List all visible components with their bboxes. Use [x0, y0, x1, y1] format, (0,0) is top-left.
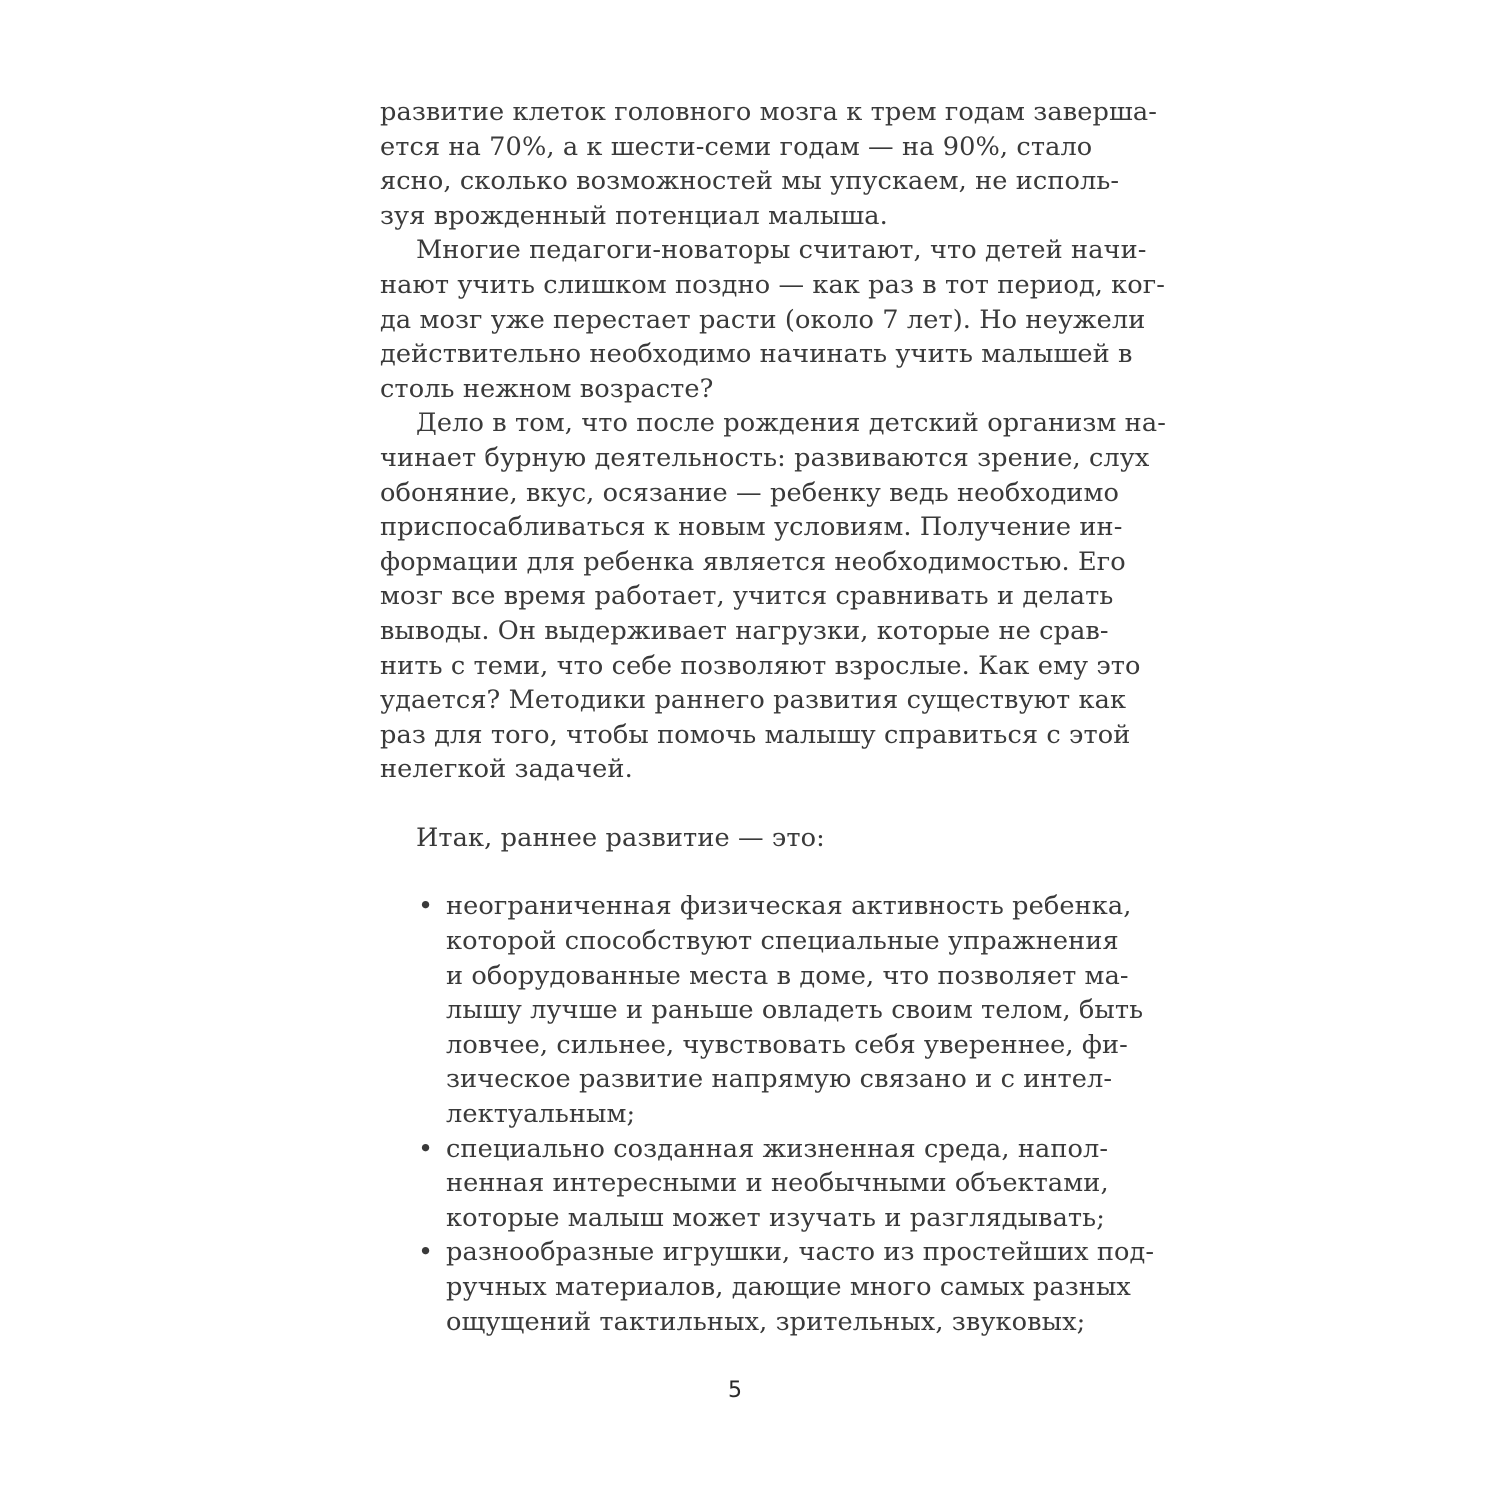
list-item — [380, 889, 1144, 1131]
bullet-marker: • — [418, 891, 434, 922]
text-line: которые малыш может изучать и разглядывать; — [446, 1202, 1105, 1233]
text-line: раз для того, чтобы помочь малышу справиться с этой — [380, 719, 1131, 750]
text-line: удается? Методики раннего развития существуют как — [380, 685, 1127, 716]
paragraph-1 — [380, 95, 1157, 233]
text-line: формации для ребенка является необходимостью. Его — [380, 546, 1126, 577]
text-line: мозг все время работает, учится сравнивать и делать — [380, 581, 1114, 612]
text-line: ется на 70%, а к шести-семи годам — на 90%, стало — [380, 131, 1093, 162]
body-text — [380, 95, 1166, 1339]
text-line: разнообразные игрушки, часто из простейших под- — [446, 1237, 1155, 1268]
text-line: ловчее, сильнее, чувствовать себя увереннее, фи- — [446, 1029, 1128, 1060]
paragraph-3 — [380, 406, 1166, 787]
text-line: да мозг уже перестает расти (около 7 лет). Но неужели — [380, 304, 1146, 335]
paragraph-2 — [380, 233, 1166, 406]
text-line: ясно, сколько возможностей мы упускаем, не исполь- — [380, 166, 1120, 197]
text-line: ненная интересными и необычными объектами, — [446, 1168, 1109, 1199]
spacer — [380, 855, 1092, 889]
text-line: развитие клеток головного мозга к трем годам заверша- — [380, 97, 1157, 127]
text-line: зуя врожденный потенциал малыша. — [380, 200, 888, 231]
text-line: нить с теми, что себе позволяют взрослые. Как ему это — [380, 650, 1141, 681]
list-item — [380, 1132, 1109, 1236]
text-line: ручных материалов, дающие много самых разных — [446, 1272, 1131, 1302]
text-line: неограниченная физическая активность ребенка, — [446, 891, 1132, 922]
text-line: Многие педагоги-новаторы считают, что детей начи- — [416, 235, 1147, 266]
spacer — [380, 787, 1092, 821]
text-line: обоняние, вкус, осязание — ребенку ведь необходимо — [380, 477, 1119, 508]
text-line: приспосабливаться к новым условиям. Получение ин- — [380, 512, 1123, 543]
text-line: чинает бурную деятельность: развиваются зрение, слух — [380, 442, 1150, 473]
text-line: лышу лучше и раньше овладеть своим телом, быть — [446, 995, 1144, 1026]
text-line: зическое развитие напрямую связано и с интел- — [446, 1064, 1113, 1095]
text-line: нают учить слишком поздно — как раз в тот период, ког- — [380, 269, 1166, 300]
bullet-marker: • — [418, 1133, 434, 1164]
text-line: Дело в том, что после рождения детский организм на- — [416, 408, 1166, 439]
text-line: лектуальным; — [446, 1099, 636, 1130]
text-line: и оборудованные места в доме, что позволяет ма- — [446, 960, 1129, 991]
list-intro: Итак, раннее развитие — это: — [416, 822, 825, 853]
list-item — [380, 1235, 1155, 1339]
text-line: столь нежном возрасте? — [380, 373, 714, 404]
page-number: 5 — [728, 1378, 742, 1403]
text-line: ощущений тактильных, зрительных, звуковых; — [446, 1306, 1086, 1337]
text-line: специально созданная жизненная среда, напол- — [446, 1133, 1109, 1164]
text-line: которой способствуют специальные упражнения — [446, 926, 1119, 957]
bullet-marker: • — [418, 1237, 434, 1268]
text-line: выводы. Он выдерживает нагрузки, которые не срав- — [380, 615, 1109, 646]
text-line: действительно необходимо начинать учить малышей в — [380, 339, 1133, 370]
text-line: нелегкой задачей. — [380, 754, 633, 785]
